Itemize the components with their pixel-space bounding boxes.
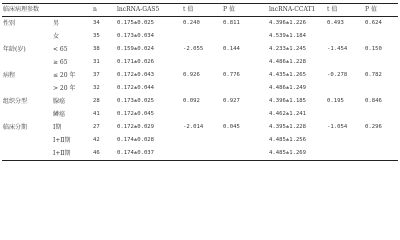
table-cell: 0.927 <box>223 97 240 104</box>
table-cell <box>182 147 222 161</box>
table-cell: 0.926 <box>183 71 200 78</box>
table-cell: 男 <box>53 19 60 27</box>
table-cell <box>2 56 52 69</box>
table-cell: 4.539±1.184 <box>269 32 307 39</box>
table-cell: 0.150 <box>365 45 382 52</box>
table-cell <box>364 56 398 69</box>
table-cell: 0.846 <box>365 97 382 104</box>
table-cell: -2.014 <box>183 123 204 130</box>
table-cell: 0.493 <box>327 19 344 26</box>
table-cell: 病程 <box>3 71 16 79</box>
table-header-row <box>2 4 398 17</box>
table-cell <box>222 134 268 147</box>
table-cell <box>222 82 268 95</box>
table-cell: 组织分型 <box>3 97 28 105</box>
table-cell <box>182 108 222 121</box>
header-cell: lncRNA-CCAT1 <box>269 6 316 13</box>
table-cell: -1.454 <box>327 45 348 52</box>
clinical-parameters-table <box>2 3 398 161</box>
table-cell <box>2 82 52 95</box>
table-cell: 32 <box>93 84 100 91</box>
table-cell: -1.054 <box>327 123 348 130</box>
table-cell: 4.462±1.241 <box>269 110 307 117</box>
table-cell: 4.485±1.269 <box>269 149 307 156</box>
table-cell <box>182 134 222 147</box>
table-cell <box>222 147 268 161</box>
table-cell: 0.092 <box>183 97 200 104</box>
table-cell <box>326 30 364 43</box>
table-cell <box>364 134 398 147</box>
table-cell <box>326 56 364 69</box>
table-cell: -0.278 <box>327 71 348 78</box>
header-cell: P 值 <box>223 6 235 13</box>
table-cell: 鳞癌 <box>53 110 66 118</box>
table-cell <box>364 108 398 121</box>
table-cell: 0.171±0.026 <box>117 58 155 65</box>
table-row <box>2 108 398 121</box>
table-cell: 4.486±1.249 <box>269 84 307 91</box>
table-cell: 0.811 <box>223 19 240 26</box>
table-row <box>2 43 398 56</box>
table-cell: 0.144 <box>223 45 240 52</box>
table-cell: 0.173±0.025 <box>117 97 155 104</box>
table-cell: 4.485±1.256 <box>269 136 307 143</box>
table-cell: 35 <box>93 32 100 39</box>
table-cell <box>2 30 52 43</box>
table-cell: 34 <box>93 19 100 26</box>
table-cell: 0.174±0.037 <box>117 149 155 156</box>
header-cell: t 值 <box>183 6 194 13</box>
table-cell: 4.435±1.265 <box>269 71 307 78</box>
table-row <box>2 56 398 69</box>
header-cell: n <box>93 6 97 13</box>
table-cell: 性别 <box>3 19 16 27</box>
table-cell <box>364 82 398 95</box>
header-cell: lncRNA-GAS5 <box>117 6 160 13</box>
table-row <box>2 121 398 134</box>
table-row <box>2 69 398 82</box>
table-cell: 0.624 <box>365 19 382 26</box>
table-cell: 0.159±0.024 <box>117 45 155 52</box>
table-cell: 0.045 <box>223 123 240 130</box>
table-cell: 0.296 <box>365 123 382 130</box>
table-cell: > 20 年 <box>53 84 76 92</box>
table-cell: 4.233±1.245 <box>269 45 307 52</box>
table-cell: 41 <box>93 110 100 117</box>
table-cell: Ⅰ+Ⅱ期 <box>53 136 71 144</box>
table-cell: 0.175±0.025 <box>117 19 155 26</box>
table-cell: 4.396±1.226 <box>269 19 307 26</box>
table-cell: 27 <box>93 123 100 130</box>
table-cell: 46 <box>93 149 100 156</box>
table-cell: 临床分期 <box>3 123 28 131</box>
table-row <box>2 95 398 108</box>
table-cell: 0.776 <box>223 71 240 78</box>
table-cell: 0.172±0.029 <box>117 123 155 130</box>
table-row <box>2 30 398 43</box>
table-cell <box>222 30 268 43</box>
table-cell <box>326 108 364 121</box>
header-cell: 临床病理参数 <box>3 6 40 13</box>
table-cell: 0.172±0.045 <box>117 110 155 117</box>
table-cell <box>2 147 52 161</box>
table-cell <box>182 56 222 69</box>
table-cell: 28 <box>93 97 100 104</box>
table-cell: 37 <box>93 71 100 78</box>
table-cell: 31 <box>93 58 100 65</box>
table-cell <box>222 56 268 69</box>
table-cell <box>182 30 222 43</box>
table-cell: 42 <box>93 136 100 143</box>
table-cell <box>222 108 268 121</box>
table-cell: 0.195 <box>327 97 344 104</box>
table-cell: Ⅰ+Ⅱ期 <box>53 149 71 157</box>
table-cell: 0.240 <box>183 19 200 26</box>
header-cell <box>52 4 92 17</box>
table-cell: 0.172±0.043 <box>117 71 155 78</box>
table-cell: 腺癌 <box>53 97 66 105</box>
table-cell: 4.395±1.228 <box>269 123 307 130</box>
header-cell: P 值 <box>365 6 377 13</box>
table-cell <box>2 134 52 147</box>
table-cell: 4.396±1.185 <box>269 97 307 104</box>
table-row <box>2 134 398 147</box>
table-cell: 年龄(岁) <box>3 45 26 53</box>
table-cell <box>2 108 52 121</box>
table-cell: 4.486±1.228 <box>269 58 307 65</box>
table-cell: 0.174±0.028 <box>117 136 155 143</box>
table-cell: -2.055 <box>183 45 204 52</box>
table-cell <box>364 147 398 161</box>
table-row <box>2 147 398 161</box>
table-row <box>2 17 398 31</box>
table-cell: 0.172±0.044 <box>117 84 155 91</box>
table-cell <box>326 134 364 147</box>
table-cell: 0.173±0.034 <box>117 32 155 39</box>
table-cell: < 65 <box>53 45 68 53</box>
table-cell: 0.782 <box>365 71 382 78</box>
table-cell <box>364 30 398 43</box>
table-row <box>2 82 398 95</box>
header-cell: t 值 <box>327 6 338 13</box>
table-cell: ≤ 20 年 <box>53 71 76 79</box>
table-cell <box>326 82 364 95</box>
table-cell: Ⅰ期 <box>53 123 62 131</box>
table-cell <box>182 82 222 95</box>
table-cell: ≥ 65 <box>53 58 68 66</box>
table-cell: 女 <box>53 32 60 40</box>
table-cell <box>326 147 364 161</box>
table-cell: 38 <box>93 45 100 52</box>
